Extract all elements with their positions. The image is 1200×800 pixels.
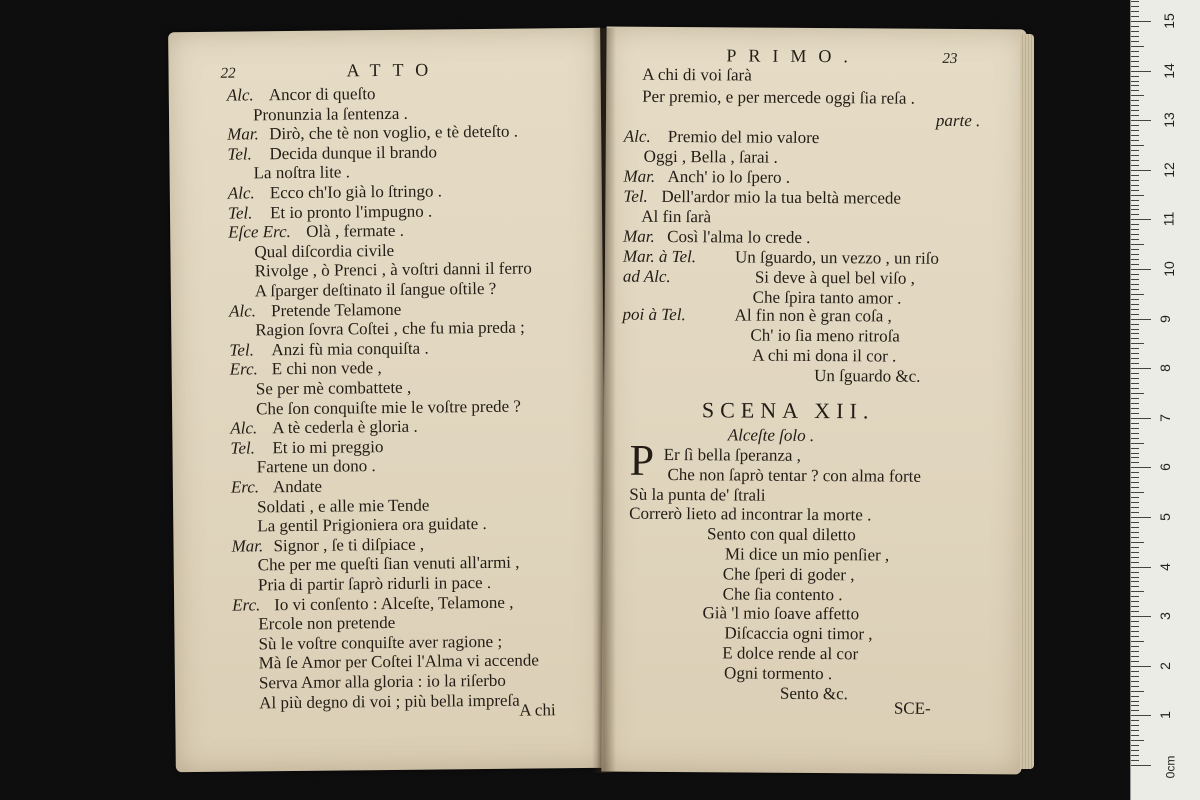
verse-text: Pretende Telamone (270, 299, 402, 320)
ruler-tick (1131, 517, 1151, 518)
page-number: 22 (220, 65, 236, 82)
ruler-tick (1131, 26, 1139, 27)
verse-text: E chi non vede , (271, 358, 382, 379)
ruler-tick (1131, 319, 1151, 320)
ruler-tick (1131, 453, 1139, 454)
verse-text: Si deve à quel bel viſo , (754, 267, 915, 288)
ruler-tick (1131, 329, 1139, 330)
ruler-tick (1131, 71, 1151, 72)
verse-text: Sù la punta de' ſtrali (629, 484, 766, 505)
ruler-tick (1131, 403, 1139, 404)
ruler-tick (1131, 730, 1139, 731)
ruler-tick (1131, 641, 1144, 642)
verse-text: parte . (935, 110, 981, 131)
speaker-label: Eſce Erc. (228, 222, 291, 242)
ruler-tick (1131, 249, 1139, 250)
ruler-number: 1 (1156, 711, 1173, 720)
ruler-number: 3 (1156, 612, 1173, 621)
ruler-tick (1131, 348, 1139, 349)
verse-text: Ch' io ſia meno ritroſa (750, 325, 900, 346)
ruler-tick (1131, 512, 1139, 513)
ruler-tick (1131, 497, 1139, 498)
verse-text: Et io mi preggio (272, 436, 384, 458)
ruler-tick (1131, 85, 1139, 86)
running-head: ATTO (346, 59, 441, 81)
verse-text: Un ſguardo, un vezzo , un riſo (734, 247, 940, 268)
ruler-tick (1131, 338, 1139, 339)
ruler-tick (1131, 686, 1139, 687)
verse-text: Qual diſcordia civile (254, 240, 395, 262)
ruler-tick (1131, 175, 1139, 176)
speaker-label: Mar. (623, 226, 655, 246)
verse-text: Che ſia contento . (722, 583, 843, 604)
ruler-tick (1131, 264, 1139, 265)
ruler-tick (1131, 477, 1139, 478)
ruler-tick (1131, 547, 1139, 548)
ruler-tick (1131, 41, 1139, 42)
verse-text: Anzi fù mia conquiſta . (271, 338, 429, 360)
verse-text: Diſcaccia ogni timor , (724, 623, 873, 644)
ruler-tick (1131, 274, 1139, 275)
ruler-tick (1131, 735, 1139, 736)
ruler-tick (1131, 76, 1139, 77)
ruler-tick (1131, 259, 1139, 260)
verse-text: A chi mi dona il cor . (752, 345, 897, 366)
ruler-tick (1131, 681, 1139, 682)
ruler-number: 6 (1156, 463, 1173, 472)
ruler-tick (1131, 368, 1151, 369)
ruler-tick (1131, 95, 1144, 96)
verse-text: Così l'alma lo crede . (667, 226, 811, 247)
ruler-number: 7 (1156, 413, 1173, 422)
ruler-tick (1131, 224, 1139, 225)
verse-text: Sù le voſtre conquiſte aver ragione ; (258, 631, 503, 654)
verse-text: Un ſguardo &c. (814, 366, 921, 386)
ruler-tick (1131, 363, 1139, 364)
ruler-tick (1131, 596, 1139, 597)
ruler-tick (1131, 294, 1144, 295)
ruler-tick (1131, 542, 1144, 543)
ruler-tick (1131, 577, 1139, 578)
ruler-tick (1131, 234, 1139, 235)
ruler-number: 4 (1156, 562, 1173, 571)
ruler-number: 11 (1160, 212, 1177, 227)
ruler-tick (1131, 487, 1139, 488)
ruler-tick (1131, 383, 1139, 384)
speaker-label: Tel. (623, 186, 648, 206)
ruler-tick (1131, 661, 1139, 662)
ruler-tick (1131, 100, 1139, 101)
ruler-number: 5 (1156, 513, 1173, 521)
verse-text: Ragion ſovra Coſtei , che fu mia preda ; (255, 317, 525, 340)
scene-speaker: Alceſte ſolo . (727, 425, 815, 446)
verse-text: Sento con qual diletto (706, 524, 856, 545)
ruler-tick (1131, 309, 1139, 310)
measuring-ruler (1130, 0, 1200, 800)
ruler-tick (1131, 358, 1139, 359)
verse-text: Se per mè combattete , (255, 377, 412, 399)
ruler-tick (1131, 745, 1139, 746)
verse-text: Già 'l mio ſoave affetto (702, 603, 860, 624)
ruler-tick (1131, 705, 1139, 706)
speaker-label: Alc. (227, 183, 255, 203)
ruler-tick (1131, 279, 1139, 280)
ruler-tick (1131, 254, 1139, 255)
ruler-tick (1131, 214, 1139, 215)
verse-text: La noſtra lite . (253, 162, 351, 183)
ruler-tick (1131, 205, 1139, 206)
ruler-unit: 0cm (1163, 755, 1178, 779)
page-number: 23 (942, 50, 958, 67)
ruler-tick (1131, 467, 1151, 468)
ruler-tick (1131, 586, 1139, 587)
verse-text: Ecco ch'Io già lo ſtringo . (269, 181, 442, 203)
ruler-tick (1131, 676, 1139, 677)
verse-text: Signor , ſe ti diſpiace , (273, 534, 425, 556)
verse-text: Rivolge , ò Prenci , à voſtri danni il ferro (254, 258, 532, 281)
verse-text: Per premio, e per mercede oggi ſia reſa . (642, 86, 916, 108)
catchword: SCE- (893, 698, 931, 718)
ruler-tick (1131, 284, 1139, 285)
ruler-tick (1131, 398, 1139, 399)
speaker-label: Tel. (229, 340, 254, 360)
verse-text: Che ſpira tanto amor . (752, 287, 902, 308)
ruler-tick (1131, 611, 1139, 612)
speaker-label: Tel. (230, 438, 256, 458)
ruler-tick (1131, 200, 1139, 201)
verse-text: Er ſì bella ſperanza , (663, 444, 802, 465)
speaker-label: Mar. (227, 124, 259, 144)
ruler-tick (1131, 651, 1139, 652)
ruler-tick (1131, 423, 1139, 424)
ruler-tick (1131, 691, 1144, 692)
ruler-tick (1131, 333, 1139, 334)
ruler-tick (1131, 537, 1139, 538)
ruler-tick (1131, 31, 1139, 32)
ruler-tick (1131, 51, 1139, 52)
verse-text: Al più degno di voi ; più bella impreſa (259, 690, 520, 712)
ruler-tick (1131, 120, 1151, 121)
ruler-tick (1131, 472, 1139, 473)
ruler-tick (1131, 21, 1151, 22)
catchword: A chi (519, 700, 556, 720)
ruler-tick (1131, 140, 1139, 141)
ruler-number: 13 (1160, 112, 1177, 128)
ruler-tick (1131, 572, 1139, 573)
speaker-label: ad Alc. (622, 266, 671, 286)
ruler-tick (1131, 393, 1144, 394)
ruler-tick (1131, 492, 1144, 493)
ruler-tick (1131, 482, 1139, 483)
ruler-tick (1131, 567, 1151, 568)
verse-text: Andate (272, 476, 323, 497)
verse-text: Che non ſaprò tentar ? con alma forte (667, 464, 922, 486)
speaker-label: Mar. (231, 536, 264, 556)
ruler-tick (1131, 522, 1139, 523)
ruler-tick (1131, 353, 1139, 354)
ruler-tick (1131, 195, 1144, 196)
ruler-tick (1131, 740, 1144, 741)
ruler-tick (1131, 56, 1139, 57)
ruler-tick (1131, 765, 1151, 766)
verse-text: La gentil Prigioniera ora guidate . (257, 514, 487, 536)
ruler-tick (1131, 66, 1139, 67)
ruler-tick (1131, 438, 1139, 439)
ruler-tick (1131, 696, 1139, 697)
ruler-tick (1131, 616, 1151, 617)
ruler-tick (1131, 343, 1144, 344)
ruler-tick (1131, 81, 1139, 82)
ruler-tick (1131, 6, 1139, 7)
speaker-label: Erc. (230, 477, 260, 497)
ruler-tick (1131, 155, 1139, 156)
verse-text: Ancor di queſto (268, 84, 376, 105)
ruler-tick (1131, 408, 1139, 409)
ruler-tick (1131, 165, 1139, 166)
verse-text: Fartene un dono . (256, 456, 376, 477)
ruler-tick (1131, 229, 1139, 230)
ruler-tick (1131, 710, 1139, 711)
ruler-number: 12 (1160, 162, 1177, 178)
ruler-tick (1131, 621, 1139, 622)
ruler-number: 10 (1160, 261, 1177, 277)
verse-text: Pronunzia la ſentenza . (252, 103, 408, 124)
ruler-tick (1131, 581, 1139, 582)
ruler-tick (1131, 145, 1144, 146)
ruler-tick (1131, 115, 1139, 116)
ruler-tick (1131, 190, 1139, 191)
speaker-label: Alc. (226, 85, 254, 105)
verse-text: Ercole non pretende (258, 613, 396, 634)
ruler-tick (1131, 150, 1139, 151)
speaker-label: Alc. (623, 126, 651, 146)
verse-text: Io vi conſento : Alceſte, Telamone , (274, 592, 514, 614)
verse-text: Mi dice un mio penſier , (724, 544, 890, 565)
verse-text: Che ſon conquiſte mie le voſtre prede ? (255, 396, 521, 418)
speaker-label: Alc. (230, 418, 258, 438)
ruler-tick (1131, 755, 1139, 756)
ruler-tick (1131, 209, 1139, 210)
ruler-tick (1131, 36, 1139, 37)
verse-text: Serva Amor alla gloria : io la riſerbo (258, 670, 506, 693)
ruler-number: 2 (1156, 661, 1173, 670)
verse-text: Correrò lieto ad incontrar la morte . (629, 504, 872, 525)
ruler-tick (1131, 388, 1139, 389)
ruler-tick (1131, 443, 1144, 444)
ruler-tick (1131, 591, 1144, 592)
ruler-tick (1131, 601, 1139, 602)
verse-text: Oggi , Bella , ſarai . (643, 146, 778, 167)
ruler-tick (1131, 631, 1139, 632)
ruler-tick (1131, 105, 1139, 106)
ruler-tick (1131, 701, 1139, 702)
page-edges (1020, 34, 1034, 769)
ruler-tick (1131, 606, 1139, 607)
ruler-tick (1131, 760, 1139, 761)
ruler-tick (1131, 671, 1139, 672)
verse-text: Ogni tormento . (724, 663, 833, 683)
ruler-tick (1131, 180, 1139, 181)
ruler-tick (1131, 244, 1144, 245)
ruler-tick (1131, 656, 1139, 657)
ruler-tick (1131, 324, 1139, 325)
verse-text: Anch' io lo ſpero . (667, 166, 791, 187)
ruler-tick (1131, 715, 1151, 716)
verse-text: Dirò, che tè non voglio, e tè deteſto . (269, 121, 519, 144)
ruler-tick (1131, 304, 1139, 305)
ruler-tick (1131, 462, 1139, 463)
speaker-label: Erc. (232, 594, 261, 615)
ruler-tick (1131, 378, 1139, 379)
left-page (168, 28, 608, 772)
ruler-tick (1131, 90, 1139, 91)
ruler-number: 9 (1156, 314, 1173, 323)
ruler-tick (1131, 110, 1139, 111)
ruler-tick (1131, 16, 1139, 17)
ruler-tick (1131, 130, 1139, 131)
verse-text: Soldati , e alle mie Tende (257, 495, 430, 516)
ruler-tick (1131, 720, 1139, 721)
verse-text: Pria di partir ſaprò ridurli in pace . (257, 572, 492, 595)
ruler-tick (1131, 532, 1139, 533)
verse-text: Al fin non è gran coſa , (734, 305, 892, 326)
ruler-tick (1131, 219, 1151, 220)
ruler-tick (1131, 626, 1139, 627)
ruler-tick (1131, 61, 1139, 62)
verse-text: A ſparger deſtinato il ſangue oſtile ? (254, 278, 497, 301)
ruler-tick (1131, 527, 1139, 528)
speaker-label: poi à Tel. (622, 304, 686, 325)
ruler-tick (1131, 170, 1151, 171)
ruler-tick (1131, 457, 1139, 458)
ruler-tick (1131, 46, 1144, 47)
ruler-tick (1131, 507, 1139, 508)
speaker-label: Tel. (227, 144, 252, 164)
ruler-tick (1131, 646, 1139, 647)
right-page (601, 27, 1026, 775)
ruler-number: 15 (1160, 13, 1177, 29)
ruler-tick (1131, 433, 1139, 434)
verse-text: Sento &c. (779, 683, 849, 703)
verse-text: A tè cederla è gloria . (272, 416, 418, 438)
speaker-label: Mar. (623, 166, 656, 186)
ruler-tick (1131, 428, 1139, 429)
ruler-tick (1131, 125, 1139, 126)
ruler-tick (1131, 502, 1139, 503)
speaker-label: Erc. (229, 359, 258, 380)
verse-text: Al fin ſarà (641, 206, 712, 227)
running-head: PRIMO. (726, 45, 860, 67)
ruler-tick (1131, 413, 1139, 414)
verse-text: Dell'ardor mio la tua beltà mercede (661, 186, 902, 208)
ruler-tick (1131, 636, 1139, 637)
ruler-tick (1131, 160, 1139, 161)
speaker-label: Mar. à Tel. (622, 246, 697, 267)
drop-cap: P (629, 435, 655, 485)
verse-text: Olà , fermate . (306, 221, 405, 242)
speaker-label: Tel. (227, 203, 253, 223)
scene-title: SCENA XII. (701, 397, 875, 424)
ruler-tick (1131, 557, 1139, 558)
ruler-tick (1131, 314, 1139, 315)
ruler-tick (1131, 418, 1151, 419)
ruler-tick (1131, 289, 1139, 290)
verse-text: Che per me queſti ſian venuti all'armi , (257, 553, 520, 575)
ruler-tick (1131, 11, 1139, 12)
ruler-tick (1131, 666, 1151, 667)
ruler-tick (1131, 269, 1151, 270)
ruler-tick (1131, 135, 1139, 136)
verse-text: Che ſperi di goder , (722, 564, 855, 585)
ruler-tick (1131, 185, 1139, 186)
verse-text: E dolce rende al cor (722, 643, 859, 664)
ruler-tick (1131, 239, 1139, 240)
ruler-tick (1131, 552, 1139, 553)
verse-text: A chi di voi ſarà (642, 64, 752, 85)
verse-text: Premio del mio valore (667, 126, 820, 148)
ruler-tick (1131, 562, 1139, 563)
ruler-number: 8 (1156, 364, 1173, 373)
ruler-tick (1131, 299, 1139, 300)
ruler-tick (1131, 750, 1139, 751)
ruler-tick (1131, 373, 1139, 374)
speaker-label: Alc. (228, 300, 257, 321)
ruler-tick (1131, 1, 1139, 2)
ruler-tick (1131, 448, 1139, 449)
verse-text: Et io pronto l'impugno . (269, 201, 433, 222)
ruler-tick (1131, 725, 1139, 726)
ruler-number: 14 (1160, 62, 1177, 79)
verse-text: Decida dunque il brando (269, 142, 438, 164)
verse-text: Mà ſe Amor per Coſtei l'Alma vi accende (258, 650, 540, 673)
